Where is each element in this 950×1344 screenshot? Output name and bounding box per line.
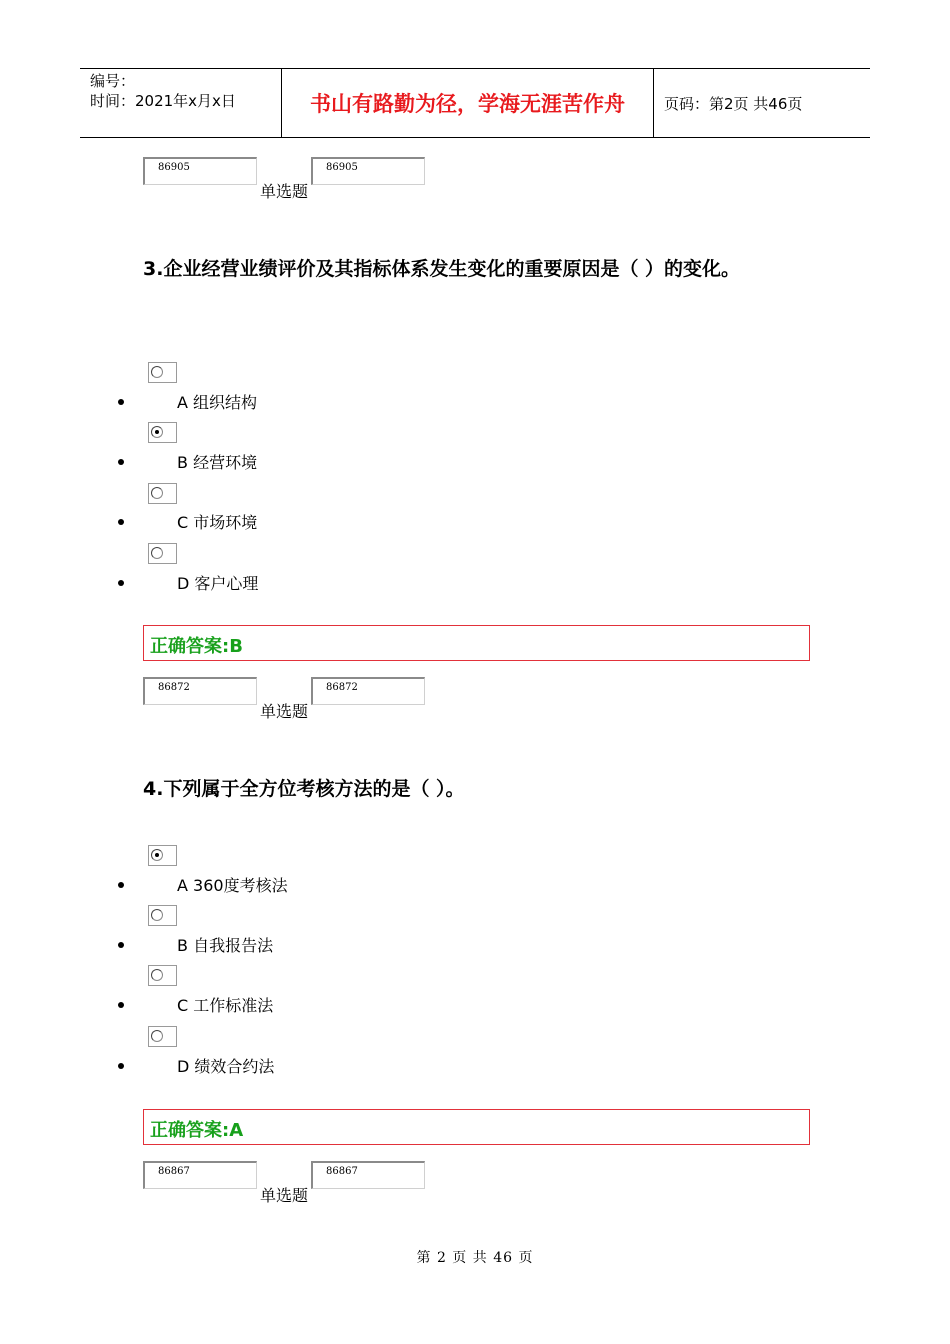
radio-button[interactable] [151,547,163,559]
option-radio-box[interactable] [148,1026,177,1047]
question-id-field[interactable]: 86867 [311,1161,425,1189]
option-radio-box[interactable] [148,362,177,383]
bullet-icon [118,882,124,888]
radio-button[interactable] [151,1030,163,1042]
bullet-icon [118,942,124,948]
bullet-icon [118,1002,124,1008]
option-label: A 360度考核法 [177,876,288,895]
option-radio-box[interactable] [148,905,177,926]
header-motto: 书山有路勤为径，学海无涯苦作舟 [281,69,654,137]
option-label: C 市场环境 [177,513,258,532]
radio-button[interactable] [151,969,163,981]
page-footer: 第 2 页 共 46 页 [416,1250,534,1266]
radio-button[interactable] [151,366,163,378]
correct-answer: 正确答案:B [143,625,810,661]
option-label: D 绩效合约法 [177,1057,275,1076]
question-type-label: 单选题 [260,702,309,721]
radio-button-selected[interactable] [151,849,163,861]
radio-button[interactable] [151,909,163,921]
bullet-icon [118,580,124,586]
time-label: 时间：2021年x月x日 [90,92,236,110]
option-label: A 组织结构 [177,393,258,412]
question-id-field[interactable]: 86872 [311,677,425,705]
option-radio-box[interactable] [148,845,177,866]
radio-button[interactable] [151,487,163,499]
number-label: 编号： [90,72,136,90]
bullet-icon [118,519,124,525]
option-label: B 经营环境 [177,453,258,472]
option-radio-box[interactable] [148,483,177,504]
option-label: D 客户心理 [177,574,259,593]
option-radio-box[interactable] [148,543,177,564]
bullet-icon [118,399,124,405]
question-type-label: 单选题 [260,182,309,201]
question-title: 3.企业经营业绩评价及其指标体系发生变化的重要原因是（ ）的变化。 [143,258,741,280]
question-id-field[interactable]: 86872 [143,677,257,705]
option-label: C 工作标准法 [177,996,274,1015]
question-type-label: 单选题 [260,1186,309,1205]
option-label: B 自我报告法 [177,936,274,955]
bullet-icon [118,459,124,465]
question-id-field[interactable]: 86905 [311,157,425,185]
page-header [80,68,870,138]
option-radio-box[interactable] [148,422,177,443]
header-meta [80,69,281,137]
radio-button-selected[interactable] [151,426,163,438]
question-id-field[interactable]: 86905 [143,157,257,185]
radio-dot-icon [155,853,159,857]
option-radio-box[interactable] [148,965,177,986]
bullet-icon [118,1063,124,1069]
correct-answer: 正确答案:A [143,1109,810,1145]
question-id-field[interactable]: 86867 [143,1161,257,1189]
header-page-info: 页码：第2页 共46页 [664,94,803,113]
question-title: 4.下列属于全方位考核方法的是（ ）。 [143,778,465,800]
radio-dot-icon [155,430,159,434]
